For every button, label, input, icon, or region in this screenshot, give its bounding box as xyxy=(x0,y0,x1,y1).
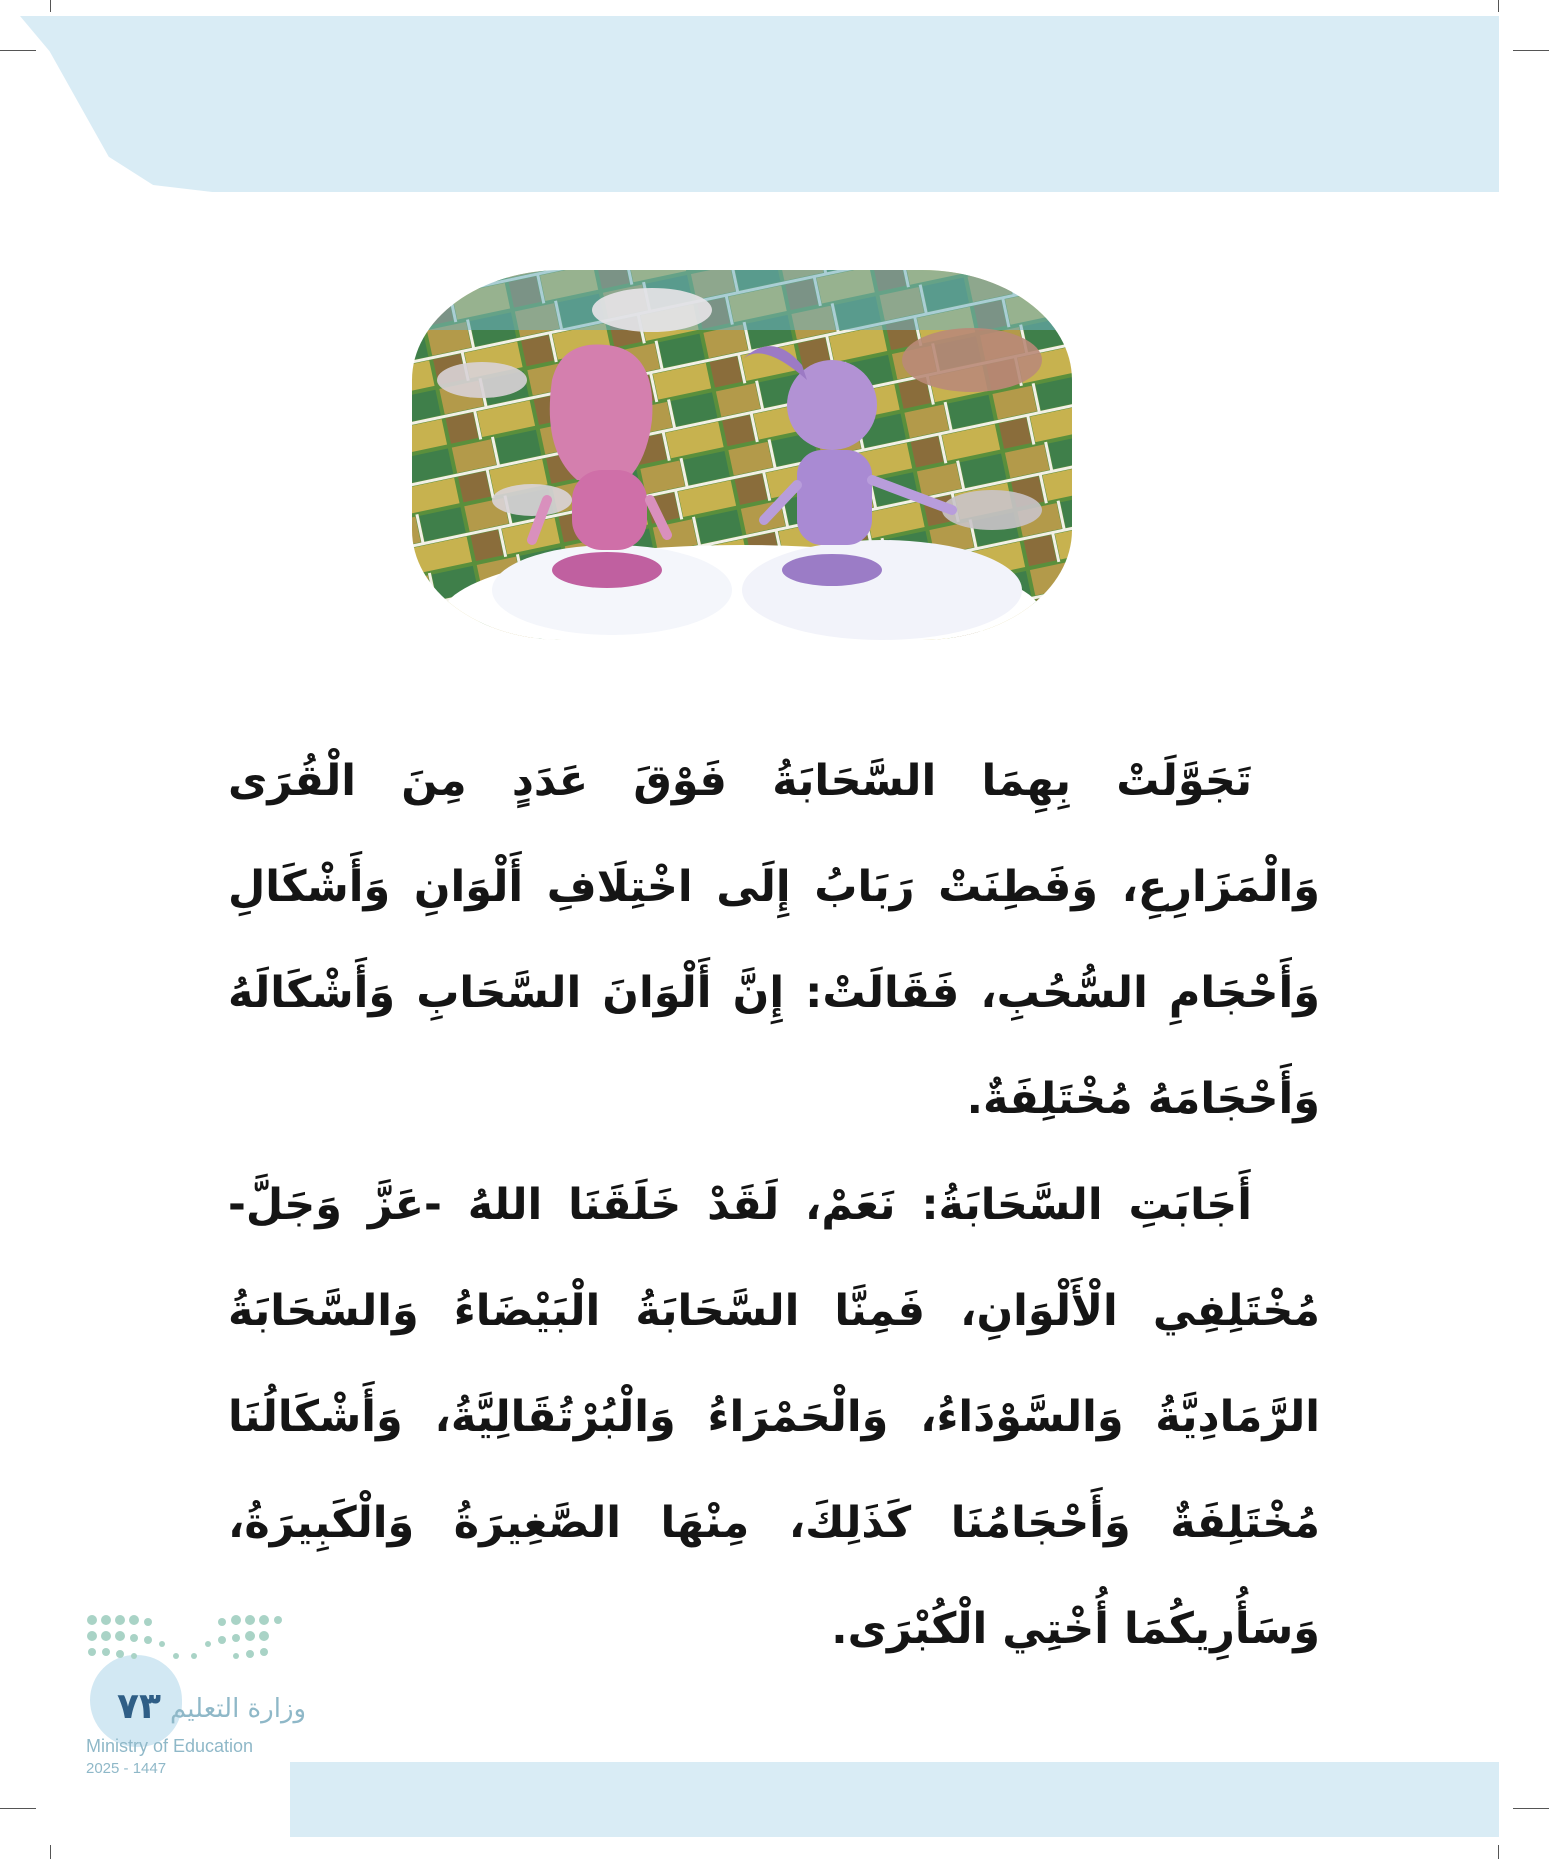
story-text xyxy=(228,728,1320,1682)
story-paragraph: تَجَوَّلَتْ بِهِمَا السَّحَابَةُ فَوْقَ عَدَدٍ مِنَ الْقُرَى وَالْمَزَارِعِ، وَفَطِنَتْ رَبَابُ إِلَى اخْتِلَافِ أَلْوَانِ وَأَشْكَالِ وَأَحْجَامِ السُّحُبِ، فَقَالَتْ: إِنَّ أَلْوَانَ السَّحَابِ وَأَشْكَالَهُ وَأَحْجَامَهُ مُخْتَلِفَةٌ. xyxy=(228,756,1320,1124)
ministry-name-english: Ministry of Education xyxy=(86,1736,254,1756)
header-band xyxy=(20,16,1499,192)
crop-mark xyxy=(50,1845,51,1859)
ministry-logo-icon xyxy=(82,1610,282,1686)
crop-mark xyxy=(1513,1808,1549,1809)
story-paragraph: أَجَابَتِ السَّحَابَةُ: نَعَمْ، لَقَدْ خَلَقَنَا اللهُ -عَزَّ وَجَلَّ- مُخْتَلِفِي الْأَلْوَانِ، فَمِنَّا السَّحَابَةُ الْبَيْضَاءُ وَالسَّحَابَةُ الرَّمَادِيَّةُ وَالسَّوْدَاءُ، وَالْحَمْرَاءُ وَالْبُرْتُقَالِيَّةُ، وَأَشْكَالُنَا مُخْتَلِفَةٌ وَأَحْجَامُنَا كَذَلِكَ، مِنْهَا الصَّغِيرَةُ وَالْكَبِيرَةُ، وَسَأُرِيكُمَا أُخْتِي الْكُبْرَى. xyxy=(228,1180,1320,1654)
ministry-year: 2025 - 1447 xyxy=(86,1760,167,1777)
ministry-name-arabic: وزارة التعليم xyxy=(170,1694,307,1724)
page-number: ٧٣ xyxy=(117,1686,161,1727)
crop-mark xyxy=(1513,50,1549,51)
crop-mark xyxy=(1498,1845,1499,1859)
crop-mark xyxy=(1498,0,1499,12)
story-illustration xyxy=(412,270,1072,640)
crop-mark xyxy=(0,1808,36,1809)
footer-band xyxy=(290,1762,1499,1837)
crop-mark xyxy=(50,0,51,12)
crop-mark xyxy=(0,50,36,51)
